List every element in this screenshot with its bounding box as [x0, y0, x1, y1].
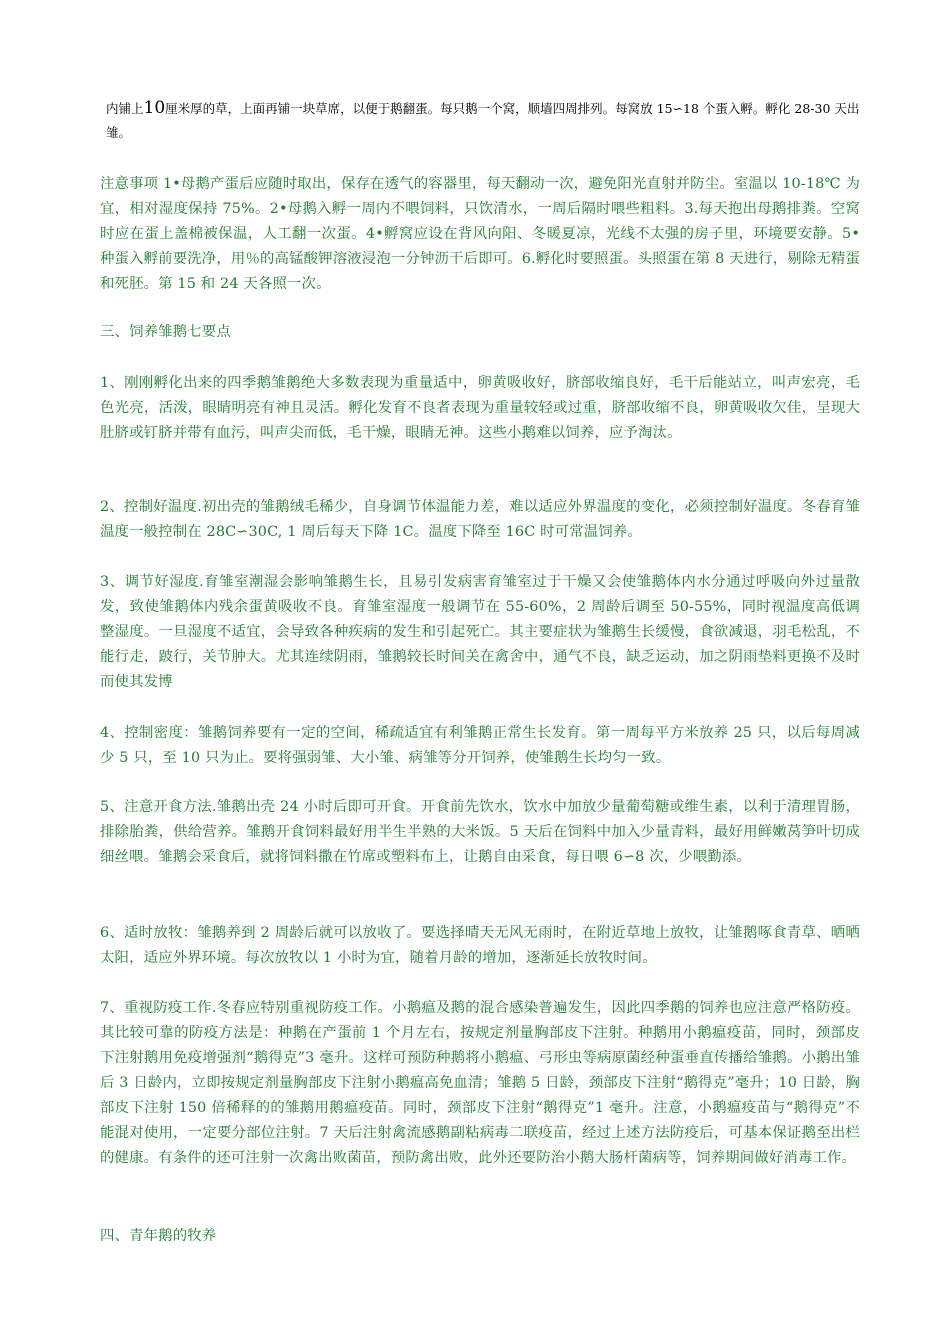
paragraph-point-6: [100, 921, 860, 971]
point-4-text: 4、控制密度：雏鹅饲养要有一定的空间，稀疏适宜有利雏鹅正常生长发育。第一周每平方米放养 25 只，以后每周减少 5 只，至 10 只为止。要将强弱雏、大小雏、病雏等分开饲养，使雏鹅生长均匀一致。: [100, 725, 860, 766]
point-2-text: 2、控制好温度.初出壳的雏鹅绒毛稀少，自身调节体温能力差，难以适应外界温度的变化，必须控制好温度。冬春育雏温度一般控制在 28C∽30C, 1 周后每天下降 1C。温度下降至 16C 时可常温饲养。: [100, 499, 860, 540]
notes-text: 注意事项 1•母鹅产蛋后应随时取出，保存在透气的容器里，每天翻动一次，避免阳光直射并防尘。室温以 10-18℃ 为宜，相对湿度保持 75%。2•母鹅入孵一周内不喂饲料，只饮清水，一周后隔时喂些粗料。3.每天抱出母鹅排粪。空窝时应在蛋上盖棉被保温，人工翻一次蛋。4•孵窝应设在背风向阳、冬暖夏凉，光线不太强的房子里，环境要安静。5•种蛋入孵前要洗净，用％的高锰酸钾溶液浸泡一分钟沥干后即可。6.孵化时要照蛋。头照蛋在第 8 天进行，剔除无精蛋和死胚。第 15 和 24 天各照一次。: [100, 176, 860, 292]
paragraph-point-3: [100, 570, 860, 695]
point-3-text: 3、调节好湿度.育雏室潮湿会影响雏鹅生长，且易引发病害育雏室过于干燥又会使雏鹅体内水分通过呼吸向外过量散发，致使雏鹅体内残余蛋黄吸收不良。育雏室湿度一般调节在 55-60%，2 周龄后调至 50-55%，同时视温度高低调整湿度。一旦湿度不适宜，会导致各种疾病的发生和引起死亡。其主要症状为雏鹅生长缓慢，食欲减退，羽毛松乱，不能行走，跛行，关节肿大。尤其连续阴雨，雏鹅较长时间关在禽舍中，通气不良，缺乏运动，加之阴雨垫料更换不及时而使其发博: [100, 574, 860, 690]
paragraph-notes: [100, 172, 860, 297]
top-note-prefix: 内铺上: [106, 101, 144, 116]
paragraph-point-1: [100, 371, 860, 446]
top-note: [106, 96, 866, 145]
point-1-text: 1、刚刚孵化出来的四季鹅雏鹅绝大多数表现为重量适中，卵黄吸收好，脐部收缩良好，毛干后能站立，叫声宏亮，毛色光亮，活泼，眼睛明亮有神且灵活。孵化发育不良者表现为重量较轻或过重，脐部收缩不良，卵黄吸收欠佳，呈现大肚脐或钉脐并带有血污，叫声尖而低，毛干燥，眼睛无神。这些小鹅难以饲养，应予淘汰。: [100, 375, 860, 441]
point-5-text: 5、注意开食方法.雏鹅出壳 24 小时后即可开食。开食前先饮水，饮水中加放少量葡萄糖或维生素，以利于清理胃肠，排除胎粪，供给营养。雏鹅开食饲料最好用半生半熟的大米饭。5 天后在饲料中加入少量青料，最好用鲜嫩莴笋叶切成细丝喂。雏鹅会采食后，就将饲料撒在竹席或塑料布上，让鹅自由采食，每日喂 6∽8 次，少喂勤添。: [100, 799, 860, 865]
top-note-text: 厘米厚的草，上面再铺一块草席，以便于鹅翻蛋。每只鹅一个窝，顺墙四周排列。每窝放 15∽18 个蛋入孵。孵化 28-30 天出雏。: [106, 101, 860, 140]
paragraph-point-4: [100, 721, 860, 771]
point-7-text: 7、重视防疫工作.冬春应特别重视防疫工作。小鹅瘟及鹅的混合感染普遍发生，因此四季鹅的饲养也应注意严格防疫。其比较可靠的防疫方法是：种鹅在产蛋前 1 个月左右，按规定剂量胸部皮下注射。种鹅用小鹅瘟疫苗，同时，颈部皮下注射鹅用免疫增强剂“鹅得克”3 毫升。这样可预防种鹅将小鹅瘟、弓形虫等病原菌经种蛋垂直传播给雏鹅。小鹅出雏后 3 日龄内，立即按规定剂量胸部皮下注射小鹅瘟高免血清；雏鹅 5 日龄，颈部皮下注射“鹅得克”毫升；10 日龄，胸部皮下注射 150 倍稀释的的雏鹅用鹅瘟疫苗。同时，颈部皮下注射“鹅得克”1 毫升。注意，小鹅瘟疫苗与“鹅得克”不能混对使用，一定要分部位注射。7 天后注射禽流感鹅副粘病毒二联疫苗，经过上述方法防疫后，可基本保证鹅至出栏的健康。有条件的还可注射一次禽出败菌苗，预防禽出败，此外还要防治小鹅大肠杆菌病等，饲养期间做好消毒工作。: [100, 1000, 860, 1166]
section-3-title: 三、饲养雏鹅七要点: [100, 324, 231, 340]
section-heading-4: [100, 1224, 860, 1249]
top-note-number: 10: [143, 98, 166, 118]
section-heading-3: [100, 320, 860, 345]
point-6-text: 6、适时放牧：雏鹅养到 2 周龄后就可以放收了。要选择晴天无风无雨时，在附近草地上放牧，让雏鹅啄食青草、晒晒太阳，适应外界环境。每次放牧以 1 小时为宜，随着月龄的增加，逐渐延长放牧时间。: [100, 925, 860, 966]
paragraph-point-2: [100, 495, 860, 545]
section-4-title: 四、青年鹅的牧养: [100, 1228, 217, 1244]
paragraph-point-5: [100, 795, 860, 870]
paragraph-point-7: [100, 996, 860, 1171]
